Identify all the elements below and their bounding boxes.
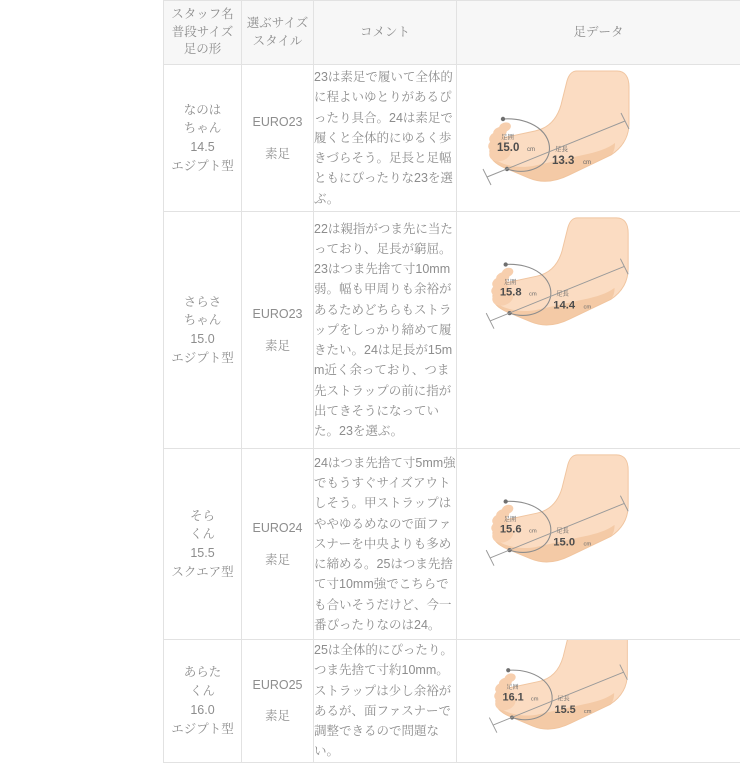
table-row — [164, 65, 740, 212]
length-unit: cm — [583, 160, 591, 166]
foot-diagram — [457, 640, 740, 762]
foot-illustration-icon — [457, 449, 740, 589]
staff-name-line-2: ちゃん — [164, 311, 241, 330]
table-row — [164, 212, 740, 449]
wearing-style: 素足 — [242, 551, 313, 570]
spacer — [242, 132, 313, 145]
girth-value: 15.0 — [497, 142, 519, 154]
table-body — [164, 65, 740, 763]
length-unit: cm — [583, 541, 591, 547]
foot-shape: エジプト型 — [164, 157, 241, 176]
spacer — [242, 694, 313, 707]
staff-name-line-1: そら — [164, 507, 241, 526]
chosen-size-cell — [242, 65, 314, 212]
spacer — [242, 324, 313, 337]
column-header-size-line-2: スタイル — [242, 33, 313, 51]
column-header-staff-line-3: 足の形 — [164, 41, 241, 59]
foot-shape: エジプト型 — [164, 349, 241, 368]
staff-info-cell — [164, 449, 242, 640]
comment-cell: 22は親指がつま先に当たっており、足長が窮屈。23はつま先捨て寸10mm弱。幅も甲周りも余裕があるためどちらもストラップをしっかり締めて履きたい。24は足長が15mm近く余っており、つま先ストラップの前に指が出てきそうになっていた。23を選ぶ。 — [314, 212, 457, 449]
chosen-size: EURO23 — [242, 113, 313, 132]
wearing-style: 素足 — [242, 145, 313, 164]
foot-data-cell — [457, 212, 740, 449]
wearing-style: 素足 — [242, 337, 313, 356]
wearing-style: 素足 — [242, 707, 313, 726]
girth-unit: cm — [531, 697, 539, 703]
foot-data-cell — [457, 449, 740, 640]
staff-info-cell — [164, 212, 242, 449]
column-header-comment: コメント — [314, 1, 457, 65]
column-header-size-line-1: 選ぶサイズ — [242, 15, 313, 33]
header-row — [164, 1, 740, 65]
usual-size: 16.0 — [164, 701, 241, 720]
girth-point-top — [504, 499, 508, 503]
staff-name-line-2: くん — [164, 525, 241, 544]
foot-illustration-icon — [457, 65, 740, 209]
length-unit: cm — [584, 709, 592, 715]
staff-name-line-1: さらさ — [164, 293, 241, 312]
column-header-size — [242, 1, 314, 65]
length-label: 足長 — [556, 289, 569, 298]
girth-label: 足囲 — [504, 514, 517, 523]
chosen-size: EURO25 — [242, 676, 313, 695]
foot-illustration-icon — [457, 640, 740, 744]
length-label: 足長 — [557, 695, 569, 703]
girth-point-top — [504, 262, 508, 266]
girth-unit: cm — [529, 292, 537, 298]
foot-diagram — [457, 65, 740, 211]
column-header-staff-line-2: 普段サイズ — [164, 24, 241, 42]
foot-data-cell — [457, 640, 740, 763]
girth-unit: cm — [529, 529, 537, 535]
staff-name-line-2: ちゃん — [164, 119, 241, 138]
foot-illustration-icon — [457, 212, 740, 352]
table-header — [164, 1, 740, 65]
length-label: 足長 — [555, 144, 569, 153]
girth-value: 15.8 — [500, 287, 522, 299]
length-value: 14.4 — [553, 299, 576, 311]
usual-size: 14.5 — [164, 138, 241, 157]
staff-info-cell — [164, 640, 242, 763]
girth-label: 足囲 — [501, 132, 515, 141]
comment-cell: 25は全体的にぴったり。つま先捨て寸約10mm。ストラップは少し余裕があるが、面ファスナーで調整できるので問題ない。 — [314, 640, 457, 763]
column-header-staff-line-1: スタッフ名 — [164, 6, 241, 24]
girth-unit: cm — [527, 147, 535, 153]
girth-value: 16.1 — [503, 692, 524, 704]
chosen-size-cell — [242, 449, 314, 640]
chosen-size-cell — [242, 212, 314, 449]
comment-cell: 24はつま先捨て寸5mm強でもうすぐサイズアウトしそう。甲ストラップはややゆるめなので面ファスナーを中央よりも多めに締める。25はつま先捨て寸10mm強でこちらでも合いそうだけど、今一番ぴったりなのは24。 — [314, 449, 457, 640]
staff-info-cell — [164, 65, 242, 212]
staff-name-line-1: あらた — [164, 663, 241, 682]
foot-shape: スクエア型 — [164, 563, 241, 582]
foot-data-cell — [457, 65, 740, 212]
girth-value: 15.6 — [500, 524, 522, 536]
chosen-size: EURO23 — [242, 305, 313, 324]
foot-diagram — [457, 212, 740, 448]
length-value: 15.5 — [555, 704, 576, 716]
girth-point-top — [501, 117, 505, 121]
chosen-size: EURO24 — [242, 519, 313, 538]
spacer — [242, 538, 313, 551]
chosen-size-cell — [242, 640, 314, 763]
foot-fitting-table — [163, 0, 740, 763]
comment-cell: 23は素足で履いて全体的に程よいゆとりがあるぴったり具合。24は素足で履くと全体的にゆるく歩きづらそう。足長と足幅ともにぴったりな23を選ぶ。 — [314, 65, 457, 212]
usual-size: 15.0 — [164, 330, 241, 349]
length-label: 足長 — [556, 526, 569, 535]
girth-label: 足囲 — [504, 277, 517, 286]
column-header-staff — [164, 1, 242, 65]
foot-diagram — [457, 449, 740, 639]
girth-point-top — [506, 668, 510, 672]
foot-shape: エジプト型 — [164, 720, 241, 739]
column-header-footdata: 足データ — [457, 1, 740, 65]
staff-name-line-1: なのは — [164, 101, 241, 120]
girth-label: 足囲 — [506, 683, 518, 691]
table-row — [164, 449, 740, 640]
length-value: 15.0 — [553, 536, 575, 548]
length-value: 13.3 — [552, 155, 574, 167]
usual-size: 15.5 — [164, 544, 241, 563]
length-unit: cm — [583, 304, 591, 310]
table-row — [164, 640, 740, 763]
staff-name-line-2: くん — [164, 682, 241, 701]
